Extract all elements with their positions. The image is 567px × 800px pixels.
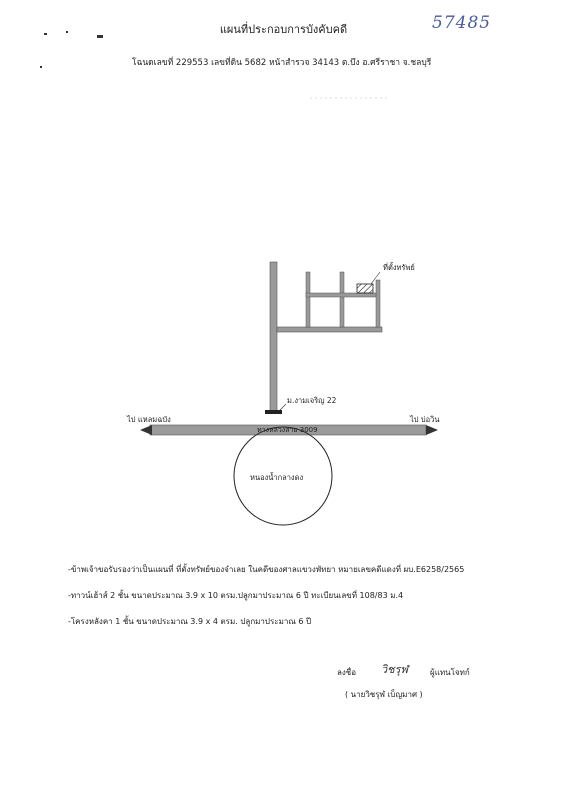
soi-label: ม.งามเจริญ 22 <box>287 396 337 405</box>
left-arrow <box>140 425 152 435</box>
lane-3 <box>376 280 380 327</box>
note-certification: -ข้าพเจ้าขอรับรองว่าเป็นแผนที่ ที่ตั้งทรัพย์ของจำเลย ในคดีของศาลแขวงพัทยา หมายเลขคดีแดงที่ ผบ.E6258/2565 <box>68 565 465 574</box>
signer-name: ( นายวิชรุฬ เบ็ญมาศ ) <box>345 690 423 699</box>
scan-specks <box>40 31 103 68</box>
right-direction-label: ไป บ่อวิน <box>410 415 440 424</box>
signature-label: ลงชื่อ <box>337 668 357 677</box>
signer-role: ผู้แทนโจทก์ <box>430 668 470 677</box>
left-direction-label: ไป แหลมฉบัง <box>127 415 171 424</box>
right-arrow <box>426 425 438 435</box>
branch-lane <box>277 327 382 332</box>
lane-top <box>306 293 376 297</box>
property-label: ที่ตั้งทรัพย์ <box>383 263 415 272</box>
note-townhouse: -ทาวน์เฮ้าส์ 2 ชั้น ขนาดประมาณ 3.9 x 10 ตรม.ปลูกมาประมาณ 6 ปี ทะเบียนเลขที่ 108/83 ม.4 <box>68 591 404 600</box>
lane-2 <box>340 272 344 327</box>
handwritten-number: 57485 <box>432 13 492 33</box>
document-title: แผนที่ประกอบการบังคับคดี <box>219 23 348 36</box>
deed-info-line: โฉนดเลขที่ 229553 เลขที่ดิน 5682 หน้าสำรวจ 34143 ต.บึง อ.ศรีราชา จ.ชลบุรี <box>132 58 432 68</box>
property-marker <box>357 284 373 293</box>
soi-road-vertical <box>270 262 277 413</box>
lane-1 <box>306 272 310 327</box>
soi-label-pointer <box>280 404 286 410</box>
pond-label: หนองน้ำกลางดง <box>250 473 304 482</box>
handwritten-signature: วิชรุฬ <box>381 663 409 676</box>
note-roof-structure: -โครงหลังคา 1 ชั้น ขนาดประมาณ 3.9 x 4 ตรม. ปลูกมาประมาณ 6 ปี <box>68 617 312 626</box>
highway-label: ทางหลวงสาย 3009 <box>257 426 318 434</box>
soi-entrance-marker <box>265 410 282 414</box>
